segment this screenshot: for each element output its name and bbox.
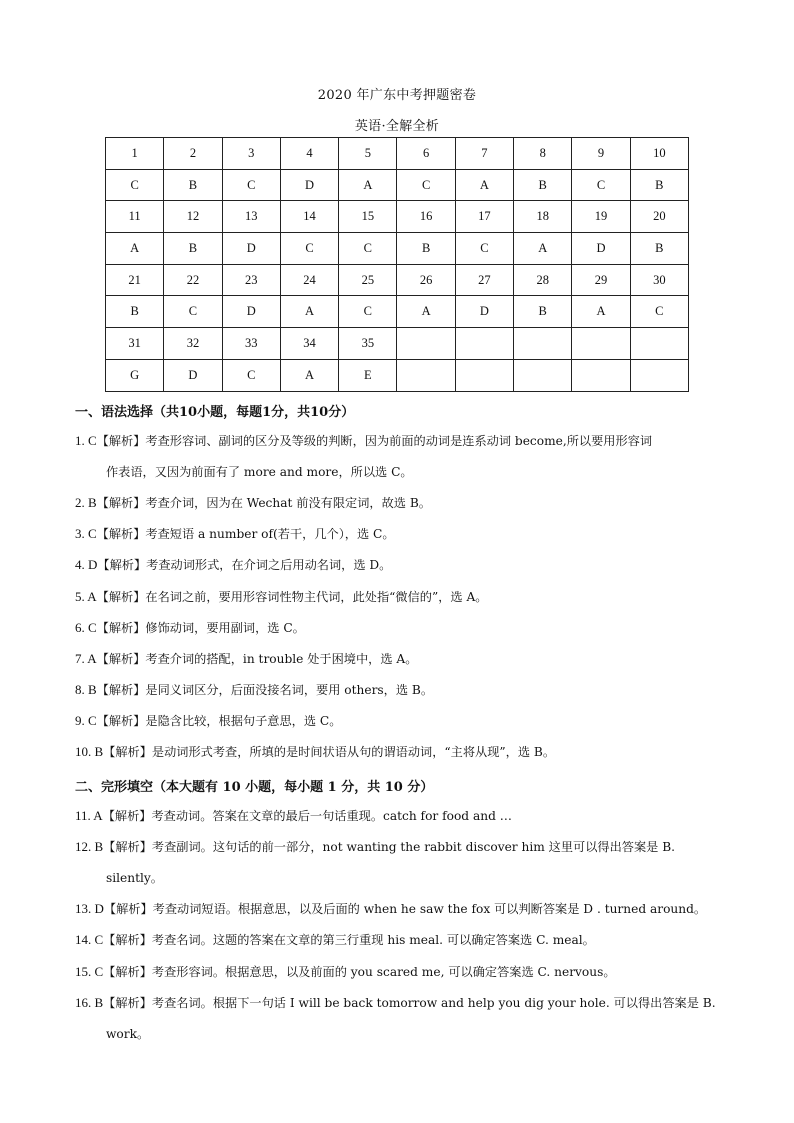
answer-cell: B [514, 169, 572, 201]
page-title: 2020 年广东中考押题密卷 [317, 88, 477, 103]
question-number-cell: 22 [164, 264, 222, 296]
answer-cell: D [280, 169, 338, 201]
answer-cell: C [339, 296, 397, 328]
question-number-cell: 1 [106, 138, 164, 170]
answer-cell [455, 359, 513, 391]
answer-explanation-item [75, 987, 735, 1050]
item-number: 6. C [75, 619, 97, 635]
answer-cell [514, 359, 572, 391]
question-number-cell: 35 [339, 328, 397, 360]
question-number-cell: 16 [397, 201, 455, 233]
table-row [106, 264, 689, 296]
question-number-cell: 12 [164, 201, 222, 233]
question-number-cell: 21 [106, 264, 164, 296]
answer-explanation-item [75, 581, 735, 613]
explanation-text: 【解析】是隐含比较，根据句子意思，选 C。 [96, 713, 342, 728]
answer-cell: C [164, 296, 222, 328]
explanation-text: 【解析】考查动词短语。根据意思，以及后面的 when he saw the fox 可以判断答案是 D . turned around。 [103, 902, 707, 917]
explanation-text: 【解析】考查短语 a number of(若干，几个），选 C。 [96, 527, 395, 542]
answer-cell: D [164, 359, 222, 391]
table-row [106, 328, 689, 360]
question-number-cell: 3 [222, 138, 280, 170]
answer-cell [630, 359, 688, 391]
answer-cell: C [572, 169, 630, 201]
answer-cell: A [280, 359, 338, 391]
answer-cell: C [455, 233, 513, 265]
item-number: 12. B [75, 839, 104, 855]
answer-key-table [105, 137, 689, 392]
section-heading-grammar: 一、语法选择（共10小题，每题1分，共10分） [75, 405, 355, 420]
answer-explanation-item [75, 549, 735, 581]
answer-cell: A [339, 169, 397, 201]
question-number-cell [514, 328, 572, 360]
item-number: 8. B [75, 681, 97, 697]
item-number: 10. B [75, 744, 104, 759]
item-number: 7. A [75, 650, 97, 666]
answer-cell: A [455, 169, 513, 201]
answer-cell: C [397, 169, 455, 201]
section-heading-cloze: 二、完形填空（本大题有 10 小题，每小题 1 分，共 10 分） [75, 780, 434, 795]
answer-cell [397, 359, 455, 391]
table-row [106, 201, 689, 233]
question-number-cell: 5 [339, 138, 397, 170]
answer-explanation-item [75, 705, 735, 737]
table-row [106, 138, 689, 170]
item-number: 15. C [75, 963, 104, 979]
question-number-cell [630, 328, 688, 360]
explanation-text: 【解析】是同义词区分，后面没接名词，要用 others，选 B。 [96, 682, 434, 697]
table-row [106, 296, 689, 328]
answer-cell: B [397, 233, 455, 265]
question-number-cell: 9 [572, 138, 630, 170]
explanation-text: 【解析】考查形容词。根据意思，以及前面的 you scared me, 可以确定答案选 C. nervous。 [103, 964, 616, 979]
explanation-text: 【解析】修饰动词，要用副词，选 C。 [96, 620, 305, 635]
answer-explanation-item [75, 487, 735, 519]
table-row [106, 359, 689, 391]
question-number-cell: 18 [514, 201, 572, 233]
question-number-cell: 34 [280, 328, 338, 360]
item-number: 1. C [75, 433, 97, 448]
explanation-text: 【解析】考查名词。这题的答案在文章的第三行重现 his meal. 可以确定答案选 C. meal。 [103, 933, 595, 948]
answer-cell: B [164, 169, 222, 201]
question-number-cell: 15 [339, 201, 397, 233]
question-number-cell: 7 [455, 138, 513, 170]
answer-cell: G [106, 359, 164, 391]
question-number-cell: 27 [455, 264, 513, 296]
answer-explanation-item [75, 674, 735, 706]
question-number-cell: 26 [397, 264, 455, 296]
item-number: 4. D [75, 557, 98, 573]
answer-explanation-item [75, 800, 735, 832]
question-number-cell [397, 328, 455, 360]
question-number-cell [455, 328, 513, 360]
answer-explanation-item [75, 518, 735, 550]
answer-explanation-item [75, 425, 735, 488]
question-number-cell: 29 [572, 264, 630, 296]
item-number: 16. B [75, 994, 104, 1010]
question-number-cell: 11 [106, 201, 164, 233]
explanation-text: 【解析】考查动词。答案在文章的最后一句话重现。catch for food and … [102, 809, 512, 823]
item-number: 5. A [75, 588, 97, 604]
question-number-cell: 28 [514, 264, 572, 296]
item-number: 9. C [75, 712, 97, 728]
explanation-text: 【解析】考查介词，因为在 Wechat 前没有限定词，故选 B。 [96, 496, 431, 511]
question-number-cell: 25 [339, 264, 397, 296]
table-row [106, 233, 689, 265]
answer-cell: D [455, 296, 513, 328]
answer-cell: E [339, 359, 397, 391]
question-number-cell: 24 [280, 264, 338, 296]
question-number-cell: 2 [164, 138, 222, 170]
explanation-text: 【解析】考查名词。根据下一句话 I will be back tomorrow and help you dig your hole. 可以得出答案是 B. [103, 995, 716, 1010]
answer-cell: B [630, 169, 688, 201]
item-number: 3. C [75, 526, 97, 542]
item-number: 14. C [75, 932, 104, 948]
answer-cell [572, 359, 630, 391]
answer-cell: B [106, 296, 164, 328]
answer-cell: A [572, 296, 630, 328]
question-number-cell: 4 [280, 138, 338, 170]
answer-cell: B [514, 296, 572, 328]
answer-cell: A [397, 296, 455, 328]
item-number: 2. B [75, 495, 97, 511]
question-number-cell: 13 [222, 201, 280, 233]
question-number-cell: 10 [630, 138, 688, 170]
question-number-cell: 20 [630, 201, 688, 233]
question-number-cell: 31 [106, 328, 164, 360]
answer-explanation-item [75, 612, 735, 644]
question-number-cell: 6 [397, 138, 455, 170]
question-number-cell: 14 [280, 201, 338, 233]
answer-explanation-item [75, 893, 735, 925]
answer-explanation-item [75, 831, 735, 894]
item-number: 13. D [75, 901, 104, 917]
answer-cell: C [339, 233, 397, 265]
answer-cell: B [630, 233, 688, 265]
page-subtitle: 英语·全解全析 [354, 119, 440, 134]
explanation-continuation: silently。 [106, 871, 163, 886]
explanation-text: 【解析】考查介词的搭配，in trouble 处于困境中，选 A。 [96, 651, 418, 666]
explanation-continuation: 作表语，又因为前面有了 more and more，所以选 C。 [106, 465, 413, 479]
answer-explanation-item [75, 956, 735, 988]
question-number-cell: 8 [514, 138, 572, 170]
answer-cell: B [164, 233, 222, 265]
item-number: 11. A [75, 808, 103, 823]
answer-cell: A [106, 233, 164, 265]
answer-cell: C [222, 169, 280, 201]
question-number-cell: 23 [222, 264, 280, 296]
explanation-continuation: work。 [106, 1026, 150, 1041]
explanation-text: 【解析】考查形容词、副词的区分及等级的判断，因为前面的动词是连系动词 become,所以要用形容词 [96, 434, 653, 448]
explanation-text: 【解析】是动词形式考查，所填的是时间状语从句的谓语动词，“主将从现”，选 B。 [103, 745, 556, 759]
question-number-cell: 32 [164, 328, 222, 360]
answer-cell: D [222, 233, 280, 265]
question-number-cell: 30 [630, 264, 688, 296]
answer-cell: C [630, 296, 688, 328]
question-number-cell: 33 [222, 328, 280, 360]
answer-cell: C [280, 233, 338, 265]
answer-cell: D [572, 233, 630, 265]
question-number-cell: 19 [572, 201, 630, 233]
explanation-text: 【解析】考查动词形式，在介词之后用动名词，选 D。 [97, 558, 392, 573]
answer-cell: A [280, 296, 338, 328]
explanation-text: 【解析】考查副词。这句话的前一部分，not wanting the rabbit discover him 这里可以得出答案是 B. [103, 840, 676, 855]
answer-explanation-item [75, 643, 735, 675]
table-row [106, 169, 689, 201]
answer-cell: A [514, 233, 572, 265]
question-number-cell [572, 328, 630, 360]
answer-cell: C [222, 359, 280, 391]
question-number-cell: 17 [455, 201, 513, 233]
answer-cell: C [106, 169, 164, 201]
answer-explanation-item [75, 924, 735, 956]
answer-cell: D [222, 296, 280, 328]
answer-explanation-item [75, 736, 735, 768]
explanation-text: 【解析】在名词之前，要用形容词性物主代词，此处指“微信的”，选 A。 [96, 589, 488, 604]
